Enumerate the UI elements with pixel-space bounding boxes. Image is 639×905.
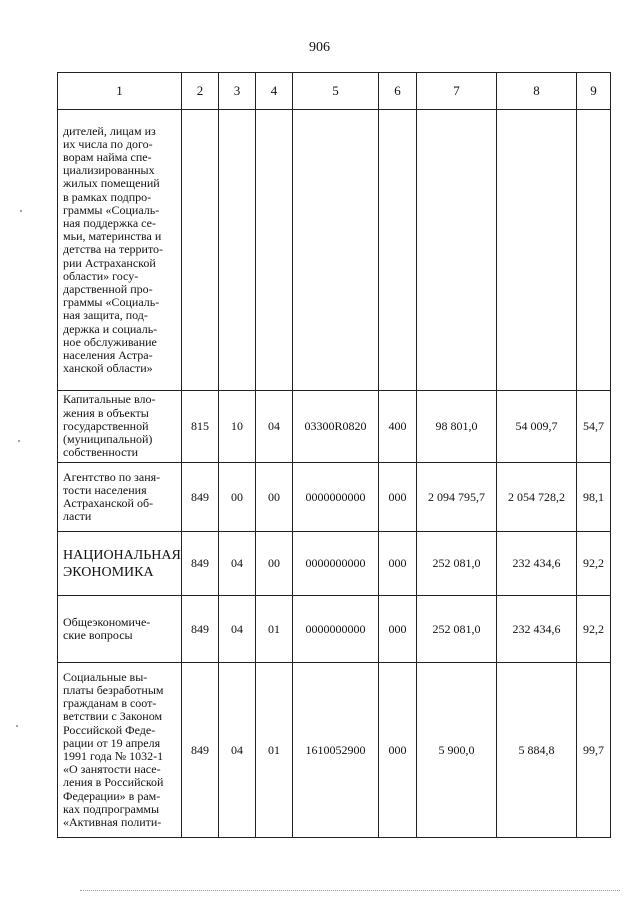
col-header-9: 9 <box>577 73 611 110</box>
row-name-line: ворам найма спе- <box>63 149 152 164</box>
cell-c3: 04 <box>219 532 256 596</box>
cell-c4: 00 <box>256 463 293 532</box>
col-header-3: 3 <box>219 73 256 110</box>
row-name-line: мьи, материнства и <box>63 229 162 244</box>
row-name-line: Капитальные вло- <box>63 392 156 407</box>
table-row <box>58 532 611 596</box>
cell-c2: 815 <box>182 391 219 463</box>
cell-c9: 98,1 <box>577 463 611 532</box>
col-header-1: 1 <box>58 73 182 110</box>
row-name-line: жилых помещений <box>63 176 160 191</box>
cell-c5: 03300R0820 <box>293 391 379 463</box>
cell-c3: 04 <box>219 663 256 838</box>
row-name-line: держка и социаль- <box>63 321 158 336</box>
row-name-line: Федерации» в рам- <box>63 788 161 803</box>
row-name-line: гражданам в соот- <box>63 696 157 711</box>
row-name-line: дителей, лицам из <box>63 123 156 138</box>
row-name-line: рации от 19 апреля <box>63 735 161 750</box>
col-header-7: 7 <box>417 73 497 110</box>
cell-c4: 04 <box>256 391 293 463</box>
row-name-cell <box>58 596 182 663</box>
row-name-line: «Активная полити- <box>63 815 162 830</box>
cell-c8: 5 884,8 <box>497 663 577 838</box>
header-row <box>58 73 611 110</box>
row-name-line: ках подпрограммы <box>63 801 160 816</box>
cell-c3: 04 <box>219 596 256 663</box>
cell-c2: 849 <box>182 663 219 838</box>
page-bottom-edge <box>80 890 620 891</box>
row-name-cell <box>58 663 182 838</box>
scan-speck <box>18 440 20 442</box>
cell-c2 <box>182 110 219 391</box>
row-name-line: собственности <box>63 445 139 460</box>
row-name-line: дарственной про- <box>63 282 153 296</box>
cell-c6 <box>379 110 417 391</box>
row-name-line: ное обслуживание <box>63 334 157 349</box>
row-name-cell <box>58 532 182 596</box>
cell-c6: 000 <box>379 663 417 838</box>
cell-c5: 0000000000 <box>293 532 379 596</box>
row-name-line: ласти <box>63 509 92 524</box>
col-header-5: 5 <box>293 73 379 110</box>
row-name-line: области» госу- <box>63 268 139 283</box>
row-name-line: тости населения <box>63 482 147 497</box>
cell-c7: 252 081,0 <box>417 532 497 596</box>
row-name-line: ления в Российской <box>63 775 164 790</box>
row-name-line: рии Астраханской <box>63 255 156 270</box>
table-row <box>58 391 611 463</box>
row-name-line: Астраханской об- <box>63 496 154 510</box>
row-name-line: ная поддержка се- <box>63 215 156 230</box>
cell-c6: 000 <box>379 532 417 596</box>
cell-c7: 2 094 795,7 <box>417 463 497 532</box>
cell-c2: 849 <box>182 463 219 532</box>
row-name-line: «О занятости насе- <box>63 762 161 777</box>
row-name-line: их числа по дого- <box>63 136 153 151</box>
cell-c7: 5 900,0 <box>417 663 497 838</box>
budget-table <box>57 72 611 838</box>
row-name-line: ЭКОНОМИКА <box>63 564 154 580</box>
cell-c4: 00 <box>256 532 293 596</box>
cell-c5: 0000000000 <box>293 596 379 663</box>
row-name-line: платы безработным <box>63 682 164 697</box>
row-name-line: детства на террито- <box>63 242 164 257</box>
row-name-line: Общеэкономиче- <box>63 614 151 629</box>
cell-c6: 000 <box>379 463 417 532</box>
row-name-line: ная защита, под- <box>63 308 148 323</box>
col-header-4: 4 <box>256 73 293 110</box>
cell-c3: 00 <box>219 463 256 532</box>
row-name-line: (муниципальной) <box>63 432 153 447</box>
row-name-line: государственной <box>63 418 149 433</box>
row-name-line: граммы «Социаль- <box>63 295 160 310</box>
cell-c7: 98 801,0 <box>417 391 497 463</box>
col-header-8: 8 <box>497 73 577 110</box>
row-name-line: Российской Феде- <box>63 722 156 737</box>
cell-c9 <box>577 110 611 391</box>
table-row <box>58 110 611 391</box>
table-row <box>58 596 611 663</box>
cell-c4: 01 <box>256 596 293 663</box>
row-name-line: в рамках подпро- <box>63 189 152 204</box>
table-row <box>58 663 611 838</box>
row-name-line: ские вопросы <box>63 628 133 642</box>
cell-c9: 99,7 <box>577 663 611 838</box>
row-name-line: НАЦИОНАЛЬНАЯ <box>63 547 181 563</box>
row-name-cell <box>58 110 182 391</box>
row-name-line: циализированных <box>63 163 155 178</box>
cell-c5: 0000000000 <box>293 463 379 532</box>
row-name-line: Агентство по заня- <box>63 469 161 484</box>
row-name-cell <box>58 463 182 532</box>
cell-c8: 232 434,6 <box>497 596 577 663</box>
row-name-line: Социальные вы- <box>63 669 148 684</box>
cell-c7: 252 081,0 <box>417 596 497 663</box>
cell-c6: 000 <box>379 596 417 663</box>
cell-c6: 400 <box>379 391 417 463</box>
cell-c8 <box>497 110 577 391</box>
cell-c2: 849 <box>182 596 219 663</box>
row-name-line: 1991 года № 1032-1 <box>63 749 164 763</box>
cell-c8: 54 009,7 <box>497 391 577 463</box>
row-name-cell <box>58 391 182 463</box>
cell-c8: 232 434,6 <box>497 532 577 596</box>
cell-c5 <box>293 110 379 391</box>
cell-c9: 54,7 <box>577 391 611 463</box>
row-name-line: граммы «Социаль- <box>63 202 160 217</box>
row-name-line: жения в объекты <box>63 405 149 420</box>
cell-c8: 2 054 728,2 <box>497 463 577 532</box>
page-number: 906 <box>309 40 330 55</box>
cell-c9: 92,2 <box>577 596 611 663</box>
row-name-line: населения Астра- <box>63 348 153 363</box>
cell-c7 <box>417 110 497 391</box>
cell-c4 <box>256 110 293 391</box>
scan-speck <box>16 725 18 727</box>
cell-c4: 01 <box>256 663 293 838</box>
col-header-2: 2 <box>182 73 219 110</box>
col-header-6: 6 <box>379 73 417 110</box>
row-name-line: ханской области» <box>63 361 153 376</box>
table-row <box>58 463 611 532</box>
cell-c2: 849 <box>182 532 219 596</box>
cell-c9: 92,2 <box>577 532 611 596</box>
row-name-line: ветствии с Законом <box>63 709 163 724</box>
cell-c3 <box>219 110 256 391</box>
scan-speck <box>20 210 22 212</box>
cell-c3: 10 <box>219 391 256 463</box>
cell-c5: 1610052900 <box>293 663 379 838</box>
